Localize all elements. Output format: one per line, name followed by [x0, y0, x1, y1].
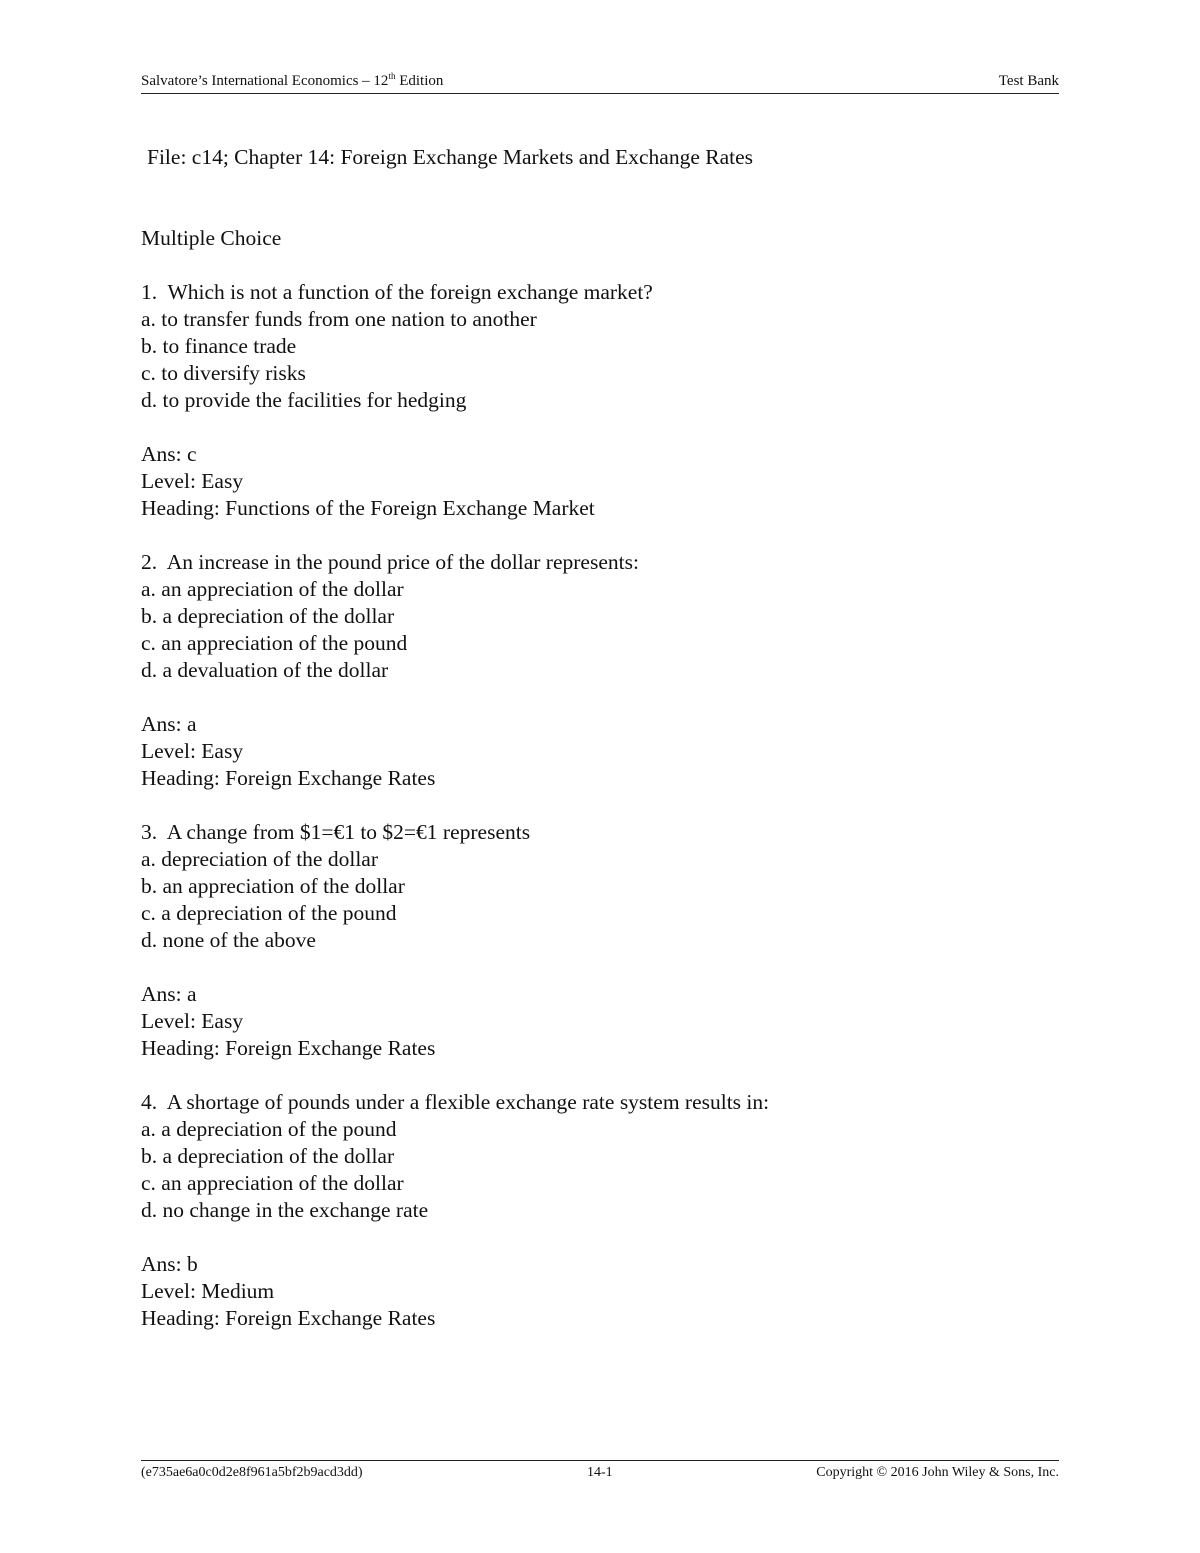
question-stem: 2. An increase in the pound price of the dollar represents:: [141, 550, 639, 574]
option-d: d. to provide the facilities for hedging: [141, 388, 467, 412]
header-book-title: Salvatore’s International Economics – 12th Edition: [141, 71, 444, 89]
option-b: b. to finance trade: [141, 334, 297, 358]
question-stem: 1. Which is not a function of the foreign exchange market?: [141, 280, 653, 304]
option-d: d. none of the above: [141, 928, 316, 952]
question-1: [141, 279, 1059, 522]
answer: Ans: b: [141, 1252, 198, 1276]
level: Level: Easy: [141, 469, 244, 493]
heading: Heading: Foreign Exchange Rates: [141, 1036, 436, 1060]
option-d: d. no change in the exchange rate: [141, 1198, 429, 1222]
option-c: c. an appreciation of the pound: [141, 631, 408, 655]
heading: Heading: Foreign Exchange Rates: [141, 766, 436, 790]
question-4: [141, 1089, 1059, 1332]
answer: Ans: a: [141, 712, 197, 736]
document-body: [141, 140, 1059, 1332]
level: Level: Medium: [141, 1279, 275, 1303]
option-a: a. a depreciation of the pound: [141, 1117, 397, 1141]
option-b: b. an appreciation of the dollar: [141, 874, 405, 898]
page-header: [141, 70, 1059, 94]
level: Level: Easy: [141, 739, 244, 763]
option-a: a. to transfer funds from one nation to another: [141, 307, 537, 331]
option-d: d. a devaluation of the dollar: [141, 658, 389, 682]
question-3: [141, 819, 1059, 1062]
answer-block: [141, 981, 1059, 1062]
option-c: c. an appreciation of the dollar: [141, 1171, 404, 1195]
level: Level: Easy: [141, 1009, 244, 1033]
answer-block: [141, 1251, 1059, 1332]
option-c: c. a depreciation of the pound: [141, 901, 397, 925]
answer-block: [141, 441, 1059, 522]
option-b: b. a depreciation of the dollar: [141, 1144, 395, 1168]
header-test-bank: Test Bank: [998, 73, 1059, 89]
section-title: Multiple Choice: [141, 226, 282, 250]
option-b: b. a depreciation of the dollar: [141, 604, 395, 628]
heading: Heading: Functions of the Foreign Exchange Market: [141, 496, 595, 520]
option-c: c. to diversify risks: [141, 361, 306, 385]
heading: Heading: Foreign Exchange Rates: [141, 1306, 436, 1330]
footer-document-id: (e735ae6a0c0d2e8f961a5bf2b9acd3dd): [141, 1465, 363, 1480]
question-2: [141, 549, 1059, 792]
footer-page-number: 14-1: [587, 1465, 613, 1480]
answer-block: [141, 711, 1059, 792]
question-stem: 3. A change from $1=€1 to $2=€1 represents: [141, 820, 531, 844]
question-stem: 4. A shortage of pounds under a flexible exchange rate system results in:: [141, 1090, 770, 1114]
footer-copyright: Copyright © 2016 John Wiley & Sons, Inc.: [816, 1465, 1059, 1480]
answer: Ans: a: [141, 982, 197, 1006]
answer: Ans: c: [141, 442, 197, 466]
option-a: a. depreciation of the dollar: [141, 847, 378, 871]
file-title: File: c14; Chapter 14: Foreign Exchange Markets and Exchange Rates: [147, 145, 754, 169]
page-footer: [141, 1460, 1059, 1481]
option-a: a. an appreciation of the dollar: [141, 577, 404, 601]
